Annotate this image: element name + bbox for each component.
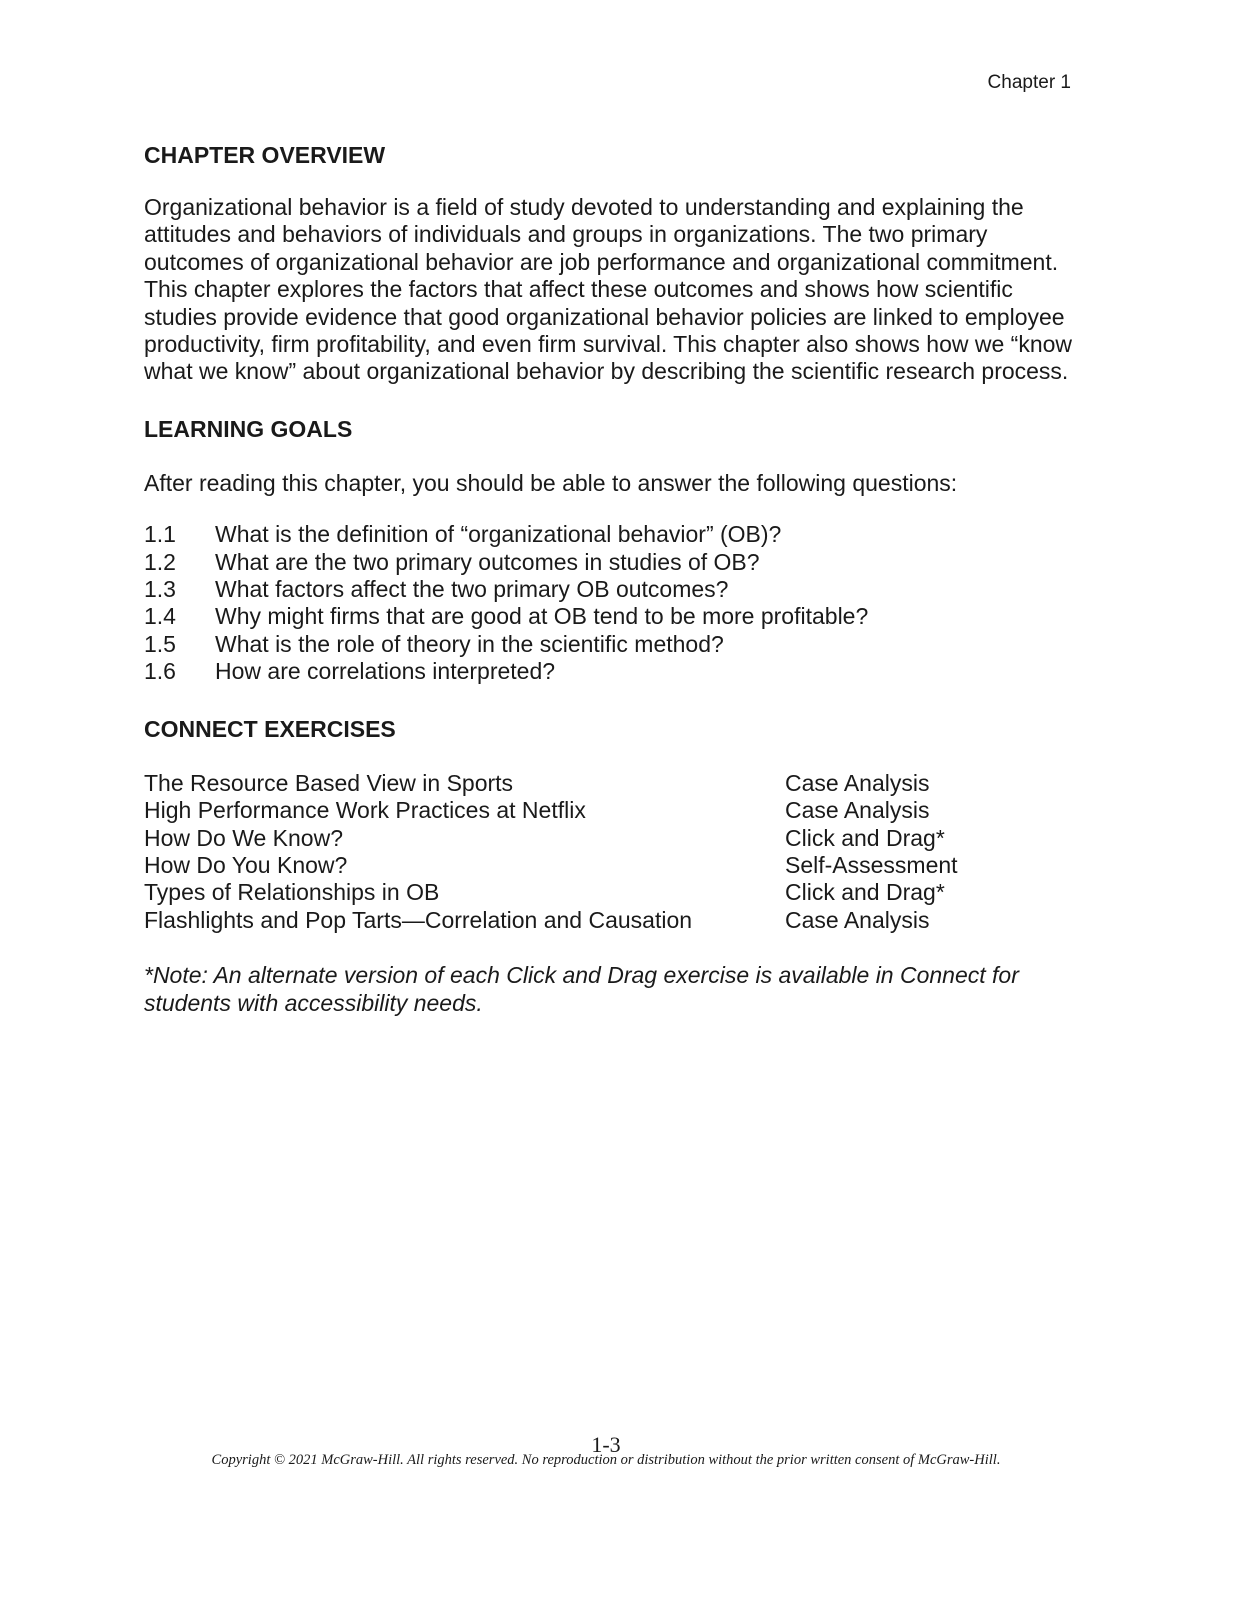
- copyright-notice: Copyright © 2021 McGraw-Hill. All rights reserved. No reproduction or distribution without the prior written consent of McGraw-Hill.: [211, 1452, 1001, 1468]
- connect-exercises-heading: CONNECT EXERCISES: [144, 715, 396, 742]
- goal-number: 1.6: [144, 658, 176, 685]
- list-item: [144, 521, 1074, 548]
- list-item: [144, 549, 1074, 576]
- learning-goals-heading: LEARNING GOALS: [144, 415, 353, 442]
- goal-text: Why might firms that are good at OB tend to be more profitable?: [215, 603, 869, 630]
- goal-number: 1.1: [144, 521, 176, 548]
- exercise-table: [144, 770, 1004, 934]
- list-item: [144, 576, 1074, 603]
- exercise-type: Case Analysis: [785, 769, 930, 796]
- table-row: [144, 907, 1004, 934]
- list-item: [144, 631, 1074, 658]
- list-item: [144, 658, 1074, 685]
- goal-text: What is the definition of “organizational behavior” (OB)?: [215, 521, 782, 548]
- goal-text: What is the role of theory in the scientific method?: [215, 630, 724, 657]
- table-row: [144, 852, 1004, 879]
- exercise-title: Flashlights and Pop Tarts—Correlation and Causation: [144, 906, 693, 933]
- overview-paragraph: Organizational behavior is a field of study devoted to understanding and explaining the attitudes and behaviors of individuals and groups in organizations. The two primary outcomes of organizational behavior are job performance and organizational commitment. This chapter explores the factors that affect these outcomes and shows how scientific studies provide evidence that good organizational behavior policies are linked to employee productivity, firm profitability, and even firm survival. This chapter also shows how we “know what we know” about organizational behavior by describing the scientific research process.: [144, 194, 1073, 385]
- exercise-title: The Resource Based View in Sports: [144, 769, 514, 796]
- table-row: [144, 879, 1004, 906]
- exercise-type: Click and Drag*: [785, 824, 945, 851]
- exercise-title: Types of Relationships in OB: [144, 879, 440, 906]
- overview-heading: CHAPTER OVERVIEW: [144, 142, 386, 168]
- goal-number: 1.5: [144, 630, 176, 657]
- learning-goals-intro: After reading this chapter, you should be able to answer the following questions:: [144, 469, 958, 496]
- page-number: 1-3: [591, 1432, 621, 1457]
- goal-number: 1.3: [144, 576, 176, 603]
- exercise-title: How Do You Know?: [144, 851, 348, 878]
- goal-text: What factors affect the two primary OB outcomes?: [215, 576, 729, 603]
- exercise-type: Case Analysis: [785, 797, 930, 824]
- goal-number: 1.2: [144, 548, 176, 575]
- table-row: [144, 770, 1004, 797]
- page-content: [144, 140, 1074, 1017]
- learning-goals-list: [144, 521, 1074, 685]
- accessibility-note: *Note: An alternate version of each Click and Drag exercise is available in Connect for students with accessibility needs.: [144, 962, 1019, 1016]
- exercise-title: High Performance Work Practices at Netflix: [144, 797, 586, 824]
- running-head: Chapter 1: [987, 72, 1071, 93]
- list-item: [144, 603, 1074, 630]
- goal-text: What are the two primary outcomes in studies of OB?: [215, 548, 760, 575]
- goal-text: How are correlations interpreted?: [215, 658, 556, 685]
- exercise-type: Click and Drag*: [785, 879, 945, 906]
- exercise-type: Case Analysis: [785, 906, 930, 933]
- table-row: [144, 825, 1004, 852]
- exercise-title: How Do We Know?: [144, 824, 343, 851]
- goal-number: 1.4: [144, 603, 176, 630]
- exercise-type: Self-Assessment: [785, 851, 958, 878]
- table-row: [144, 797, 1004, 824]
